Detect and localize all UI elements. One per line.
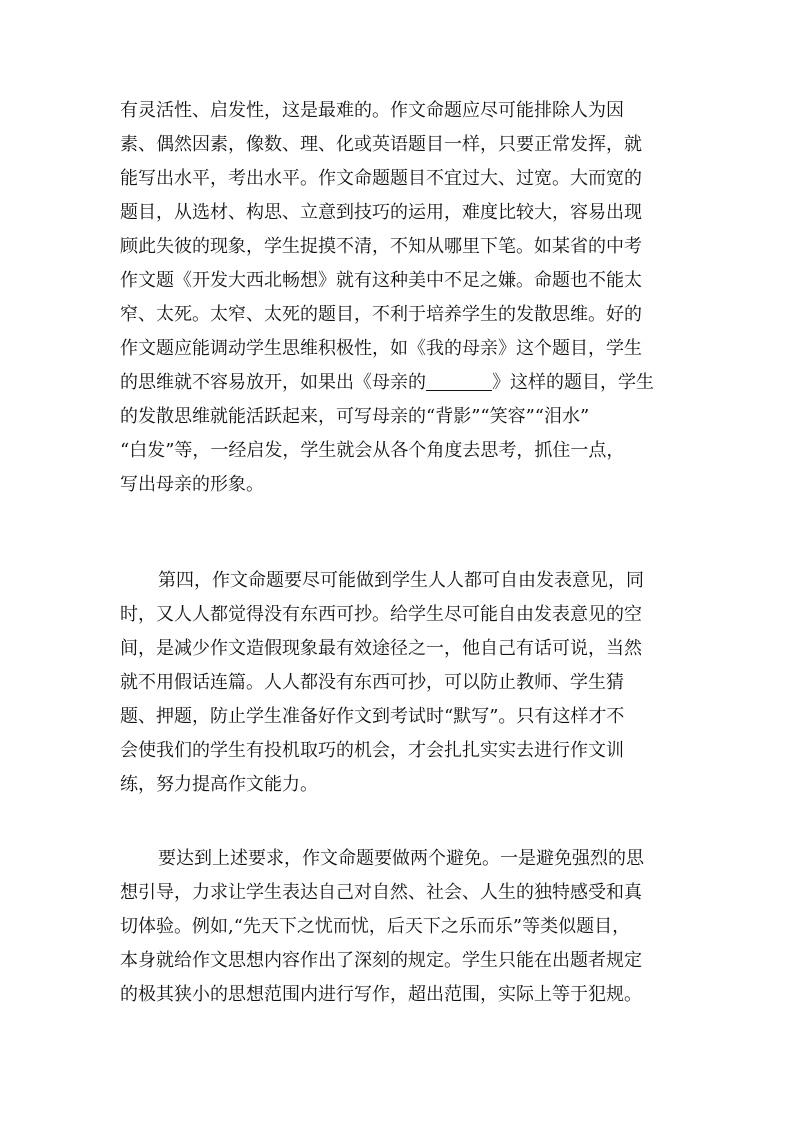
text-line: 窄、太死。太窄、太死的题目，不利于培养学生的发散思维。好的 xyxy=(120,304,642,325)
text-before-blank: 的思维就不容易放开，如果出《母亲的 xyxy=(120,372,426,393)
text-line: 素、偶然因素，像数、理、化或英语题目一样，只要正常发挥，就 xyxy=(120,134,642,155)
text-line: 会使我们的学生有投机取巧的机会，才会扎扎实实去进行作文训 xyxy=(120,740,624,761)
text-line: 作文题《开发大西北畅想》就有这种美中不足之嫌。命题也不能太 xyxy=(120,270,642,291)
fill-in-blank-underline xyxy=(426,370,492,391)
paragraph-point-four xyxy=(120,564,676,802)
text-line: 题目，从选材、构思、立意到技巧的运用，难度比较大，容易出现 xyxy=(120,202,642,223)
text-line: 写出母亲的形象。 xyxy=(120,474,264,495)
text-line: “白发”等，一经启发，学生就会从各个角度去思考，抓住一点， xyxy=(120,440,625,461)
text-line: 练，努力提高作文能力。 xyxy=(120,774,318,795)
text-line: 要达到上述要求，作文命题要做两个避免。一是避免强烈的思 xyxy=(158,848,644,869)
text-line: 想引导，力求让学生表达自己对自然、社会、人生的独特感受和真 xyxy=(120,882,642,903)
text-after-blank: 》这样的题目，学生 xyxy=(492,372,654,393)
text-line: 切体验。例如,“先天下之忧而忧，后天下之乐而乐”等类似题目， xyxy=(120,916,631,937)
text-line-with-blank xyxy=(120,366,676,400)
text-line: 作文题应能调动学生思维积极性，如《我的母亲》这个题目，学生 xyxy=(120,338,642,359)
text-line: 能写出水平，考出水平。作文命题题目不宜过大、过宽。大而宽的 xyxy=(120,168,642,189)
paragraph-topic-principles xyxy=(120,94,676,502)
text-line: 顾此失彼的现象，学生捉摸不清，不知从哪里下笔。如某省的中考 xyxy=(120,236,642,257)
text-line: 就不用假话连篇。人人都没有东西可抄，可以防止教师、学生猜 xyxy=(120,672,624,693)
text-line: 间，是减少作文造假现象最有效途径之一，他自己有话可说，当然 xyxy=(120,638,642,659)
text-line: 时，又人人都觉得没有东西可抄。给学生尽可能自由发表意见的空 xyxy=(120,604,642,625)
text-line: 有灵活性、启发性，这是最难的。作文命题应尽可能排除人为因 xyxy=(120,100,624,121)
text-line: 本身就给作文思想内容作出了深刻的规定。学生只能在出题者规定 xyxy=(120,950,642,971)
text-line: 题、押题，防止学生准备好作文到考试时“默写”。只有这样才不 xyxy=(120,706,625,727)
paragraph-two-avoidances xyxy=(120,842,676,1012)
text-line: 第四，作文命题要尽可能做到学生人人都可自由发表意见，同 xyxy=(158,570,644,591)
text-line: 的发散思维就能活跃起来，可写母亲的“背影”“笑容”“泪水” xyxy=(120,406,590,427)
text-line: 的极其狭小的思想范围内进行写作，超出范围，实际上等于犯规。 xyxy=(120,984,642,1005)
